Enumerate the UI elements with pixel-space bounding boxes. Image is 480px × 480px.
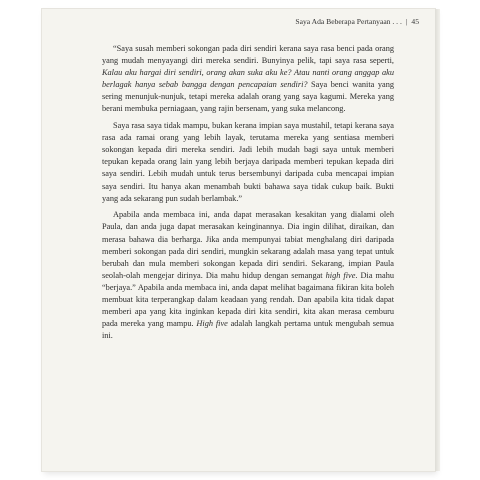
text-run: Apabila anda membaca ini, anda dapat merasakan kesakitan yang dialami oleh Paula, dan anda juga dapat merasakan keinginannya. Dia ingin dilihat, diraikan, dan merasa bahawa dia berharga. Jika anda mempunyai tabiat menghalang diri daripada memberi sokongan pada diri sendiri, mungkin sekarang adalah masa yang tepat untuk berubah dan mula memberi sokongan kepada diri sendiri. Sekarang, impian Paula seolah-olah mengejar dirinya. Dia mahu hidup dengan semangat — [102, 210, 394, 280]
text-run: Saya rasa saya tidak mampu, bukan kerana impian saya mustahil, tetapi kerana saya rasa ada ramai orang yang lebih layak, terutama mereka yang sentiasa memberi sokongan kepada diri mereka sendiri. Jadi lebih mudah bagi saya untuk memberi tepukan kepada orang lain yang lebih berjaya daripada memberi tepukan kepada diri saya sendiri. Lebih mudah untuk terus bersembunyi daripada cuba mencapai impian saya sendiri. Itu hanya akan menambah bukti bahawa saya tidak cukup baik. Bukti yang ada sekarang pun sudah berlambak.” — [102, 121, 394, 203]
text-run: “Saya susah memberi sokongan pada diri sendiri kerana saya rasa benci pada orang yang mudah menyayangi diri mereka sendiri. Bunyinya pelik, tapi saya rasa seperti, — [102, 44, 394, 66]
italic-text: Kalau aku hargai diri sendiri, orang akan suka aku ke? Atau nanti orang anggap aku berlagak hanya sebab bangga dengan pencapaian sendiri? — [102, 68, 394, 90]
text-run: Saya benci wanita yang sering menunjuk-nunjuk, tetapi mereka adalah orang yang saya kagumi. Mereka yang berani membuka perniagaan, yang rajin bersenam, yang suka melancong. — [102, 80, 394, 114]
page-number: 45 — [411, 17, 419, 26]
text-run: . Dia mahu “berjaya.” Apabila anda membaca ini, anda dapat melihat bagaimana fikiran kita boleh membuat kita terperangkap dalam keadaan yang rendah. Dan apabila kita tidak dapat memberi apa yang kita inginkan kepada diri kita sendiri, kita akan merasa cemburu pada mereka yang mampu. — [102, 270, 394, 329]
chapter-title: Saya Ada Beberapa Pertanyaan . . . — [295, 17, 402, 26]
header-separator: | — [405, 17, 408, 26]
paragraph — [102, 120, 394, 205]
running-header — [295, 17, 419, 26]
text-run: adalah langkah pertama untuk mengubah semua ini. — [102, 319, 394, 341]
paragraph — [102, 43, 394, 115]
paragraph — [102, 209, 394, 342]
body-text — [102, 43, 394, 347]
italic-text: high five — [325, 270, 356, 280]
book-page — [42, 9, 435, 471]
italic-text: High five — [196, 319, 228, 329]
